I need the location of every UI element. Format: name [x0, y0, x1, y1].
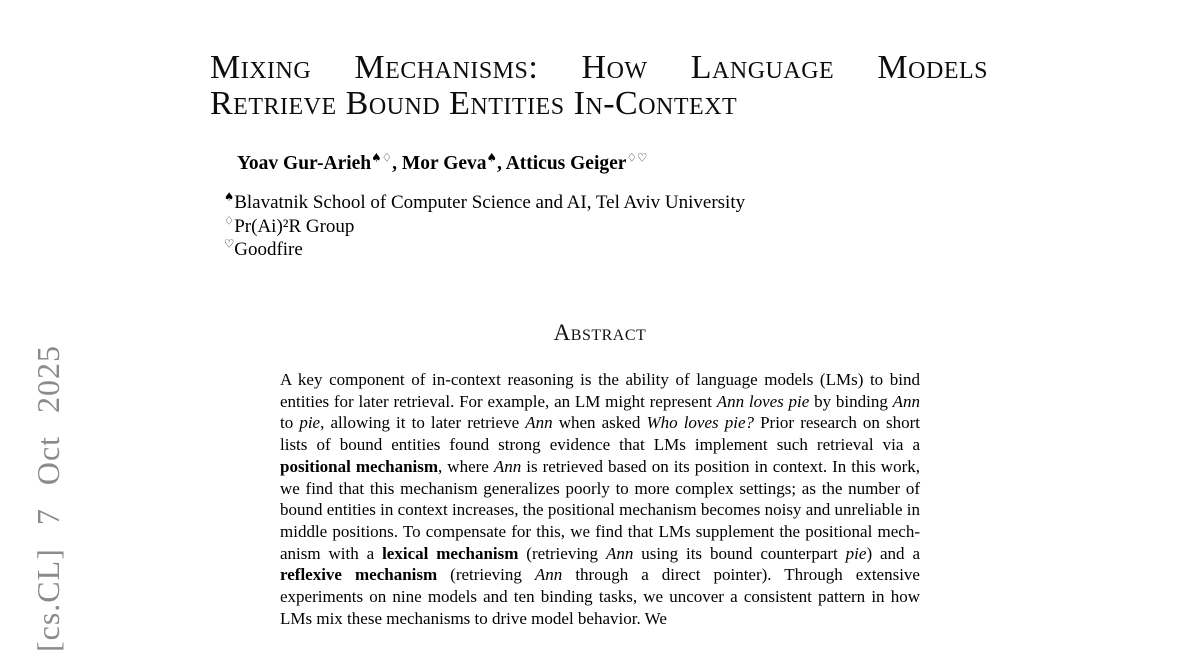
abstract-italic-run: Ann: [534, 565, 563, 585]
abstract-italic-run: Ann: [493, 456, 522, 476]
affiliation-list: [224, 191, 745, 262]
author-name: Yoav Gur-Arieh: [237, 153, 372, 174]
abstract-italic-run: pie: [299, 413, 321, 433]
paper-title-line1: Mixing Mechanisms: How Language Models: [210, 49, 988, 86]
affiliation-mark: ♡: [224, 236, 235, 251]
abstract-italic-run: Ann: [525, 413, 553, 433]
affiliation-item: ♠Blavatnik School of Computer Science and AI, Tel Aviv University: [224, 189, 746, 213]
author-line: Yoav Gur-Arieh♠♢, Mor Geva♠, Atticus Geiger♢♡: [237, 150, 648, 174]
abstract-heading: Abstract: [553, 320, 647, 345]
affiliation-item: ♡Goodfire: [224, 236, 303, 260]
author-affiliation-marks: ♠♢: [371, 150, 393, 165]
abstract-text-run: (retrieving: [518, 543, 606, 563]
author-name: Atticus Geiger: [505, 153, 627, 174]
abstract-italic-run: Ann: [605, 543, 634, 563]
abstract-text-run: (retrieving: [437, 565, 535, 585]
abstract-text-run: is retrieved based on its position in context. In this work, we find that this mechanism generalizes poorly to more complex settings; as the number of bound entities in context increases, the positional mechanism becomes noisy and unreliable in middle positions. To compensate for this, we find that LMs supplement the positional mechanism with a: [280, 456, 920, 563]
affiliation-mark: ♠: [224, 189, 235, 204]
abstract-bold-run: positional mechanism: [280, 456, 439, 476]
abstract-text: [280, 369, 920, 629]
abstract-italic-run: pie: [845, 543, 867, 563]
abstract-text-run: A key component of in-context reasoning is the ability of language models (LMs) to bind entities for later retrieval. For example, an LM might represent: [280, 370, 920, 411]
abstract-text-run: Prior research on short lists of bound entities found strong evidence that LMs implement such retrieval via a: [280, 413, 921, 455]
author-affiliation-marks: ♢♡: [626, 150, 648, 165]
abstract-italic-run: Ann: [892, 391, 920, 411]
affiliation-mark: ♢: [224, 213, 235, 228]
abstract-text-run: by binding: [809, 391, 893, 411]
abstract-text-run: , allowing it to later retrieve: [320, 413, 526, 433]
author-name: Mor Geva: [401, 153, 487, 174]
affiliation-item: ♢Pr(Ai)²R Group: [224, 213, 355, 237]
abstract-bold-run: reflexive mechanism: [280, 565, 438, 585]
abstract-bold-run: lexical mechanism: [382, 543, 519, 563]
paper-title-line2: Retrieve Bound Entities In-Context: [210, 85, 738, 122]
abstract-text-run: , where: [438, 456, 494, 476]
author-affiliation-marks: ♠: [486, 150, 497, 165]
paper-title: [210, 50, 988, 122]
abstract-text-run: through a direct pointer). Through extensive experiments on nine models and ten binding tasks, we uncover a consistent pattern in how LMs mix these mechanisms to drive model behavior. We: [280, 565, 920, 628]
abstract-heading-row: [280, 320, 920, 346]
abstract-text-run: ) and a: [866, 543, 920, 563]
abstract-italic-run: Ann loves pie: [716, 391, 810, 411]
abstract-text-run: using its bound counterpart: [633, 543, 846, 563]
abstract-text-run: to: [280, 413, 300, 433]
arxiv-stamp: [cs.CL] 7 Oct 2025: [30, 344, 66, 652]
abstract-italic-run: Who loves pie?: [646, 413, 754, 433]
abstract-text-run: when asked: [552, 413, 647, 433]
